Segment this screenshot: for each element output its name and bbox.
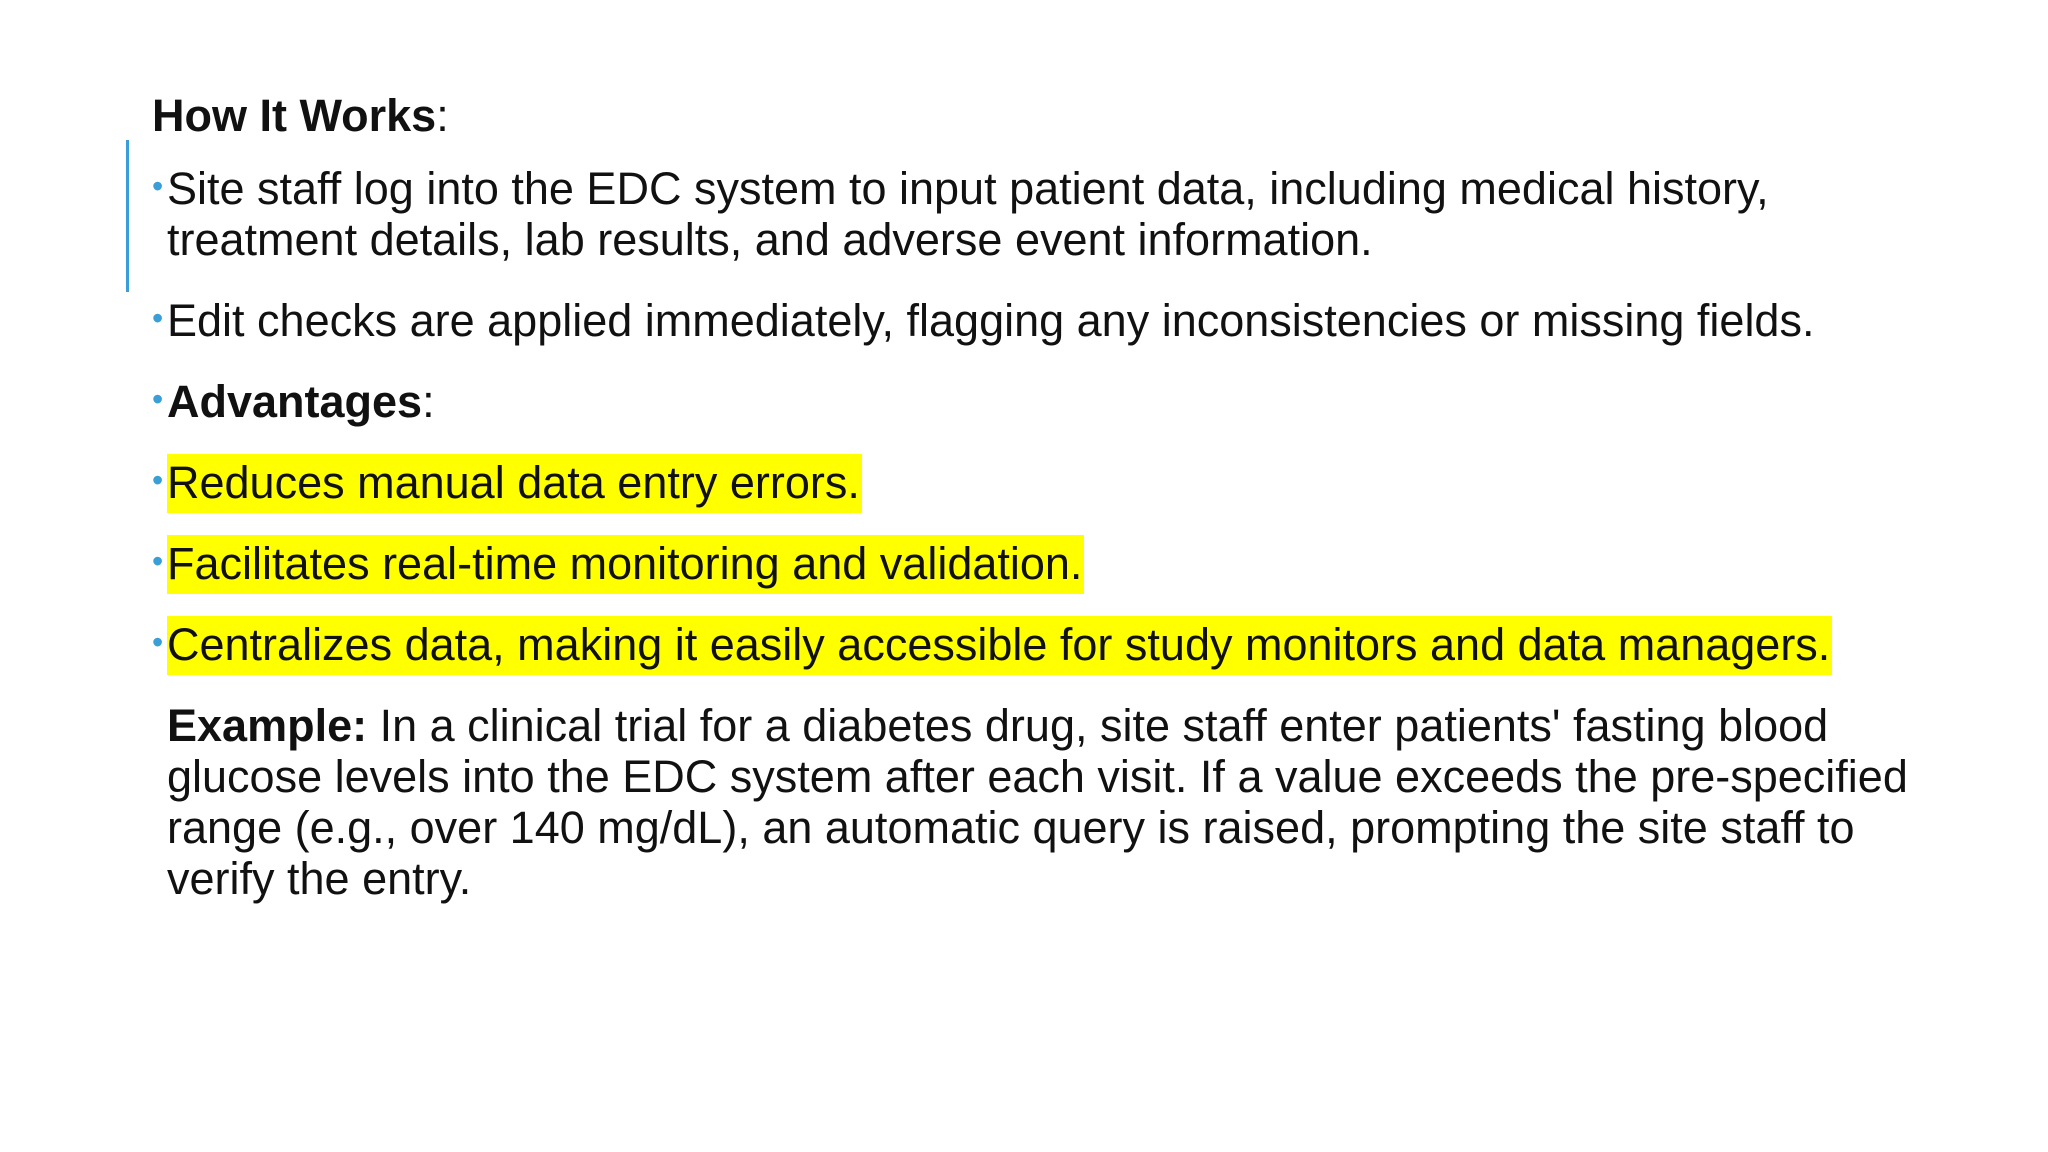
slide-content	[152, 90, 1952, 904]
advantages-colon: :	[422, 376, 435, 427]
highlighted-text: Centralizes data, making it easily accessible for study monitors and data managers.	[167, 616, 1832, 675]
heading-label: How It Works	[152, 90, 437, 141]
bullet-dot-icon: •	[152, 168, 164, 204]
bullet-real-time-monitoring	[152, 538, 1952, 589]
section-heading	[152, 90, 1952, 141]
bullet-dot-icon: •	[152, 543, 164, 579]
advantages-label: Advantages	[167, 376, 423, 427]
example-text: In a clinical trial for a diabetes drug, site staff enter patients' fasting blood glucose levels into the EDC system after each visit. If a value exceeds the pre-specified range (e.g., over 140 mg/dL), an automatic query is raised, prompting the site staff to verify the entry.	[167, 700, 1908, 904]
bullet-reduces-errors	[152, 457, 1952, 508]
bullet-site-staff	[152, 163, 1952, 265]
bullet-edit-checks	[152, 295, 1952, 346]
bullet-advantages	[152, 376, 1952, 427]
bullet-text: Site staff log into the EDC system to input patient data, including medical history, treatment details, lab results, and adverse event information.	[167, 163, 1769, 265]
bullet-dot-icon: •	[152, 462, 164, 498]
bullet-dot-icon: •	[152, 624, 164, 660]
bullet-dot-icon: •	[152, 300, 164, 336]
heading-colon: :	[436, 90, 449, 141]
highlighted-text: Facilitates real-time monitoring and validation.	[167, 535, 1084, 594]
accent-bar	[126, 140, 129, 292]
bullet-centralizes-data	[152, 619, 1952, 670]
example-label: Example:	[167, 700, 368, 751]
bullet-dot-icon: •	[152, 381, 164, 417]
highlighted-text: Reduces manual data entry errors.	[167, 454, 862, 513]
example-paragraph	[152, 700, 1952, 904]
bullet-text: Edit checks are applied immediately, flagging any inconsistencies or missing fields.	[167, 295, 1815, 346]
